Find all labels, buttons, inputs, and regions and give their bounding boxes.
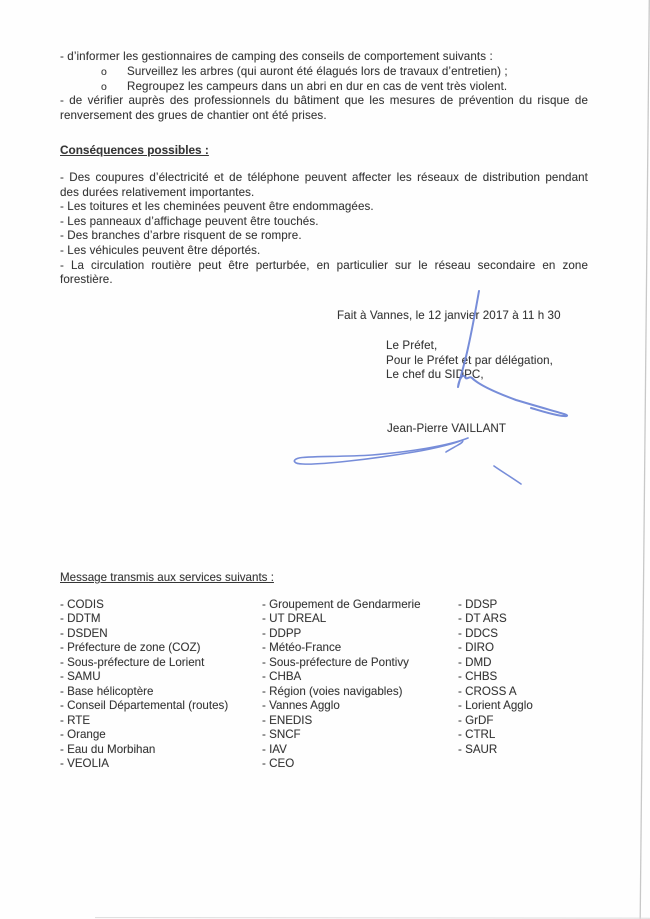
- service-item: - Orange: [60, 728, 106, 742]
- service-item: - Groupement de Gendarmerie: [262, 598, 421, 611]
- consequence-line: des durées relativement importantes.: [60, 185, 255, 199]
- service-item: - Lorient Agglo: [458, 699, 533, 713]
- distribution-heading: Message transmis aux services suivants :: [60, 571, 274, 584]
- consequence-line: forestière.: [60, 273, 113, 287]
- consequence-line: - Les véhicules peuvent être déportés.: [60, 243, 261, 257]
- circle-bullet-icon: o: [101, 65, 107, 78]
- service-item: - DSDEN: [60, 626, 108, 640]
- services-column-2: [262, 598, 457, 771]
- intro-bullet-item: [60, 80, 588, 95]
- consequence-line: - Des branches d’arbre risquent de se rompre.: [60, 229, 302, 243]
- service-item: - Eau du Morbihan: [60, 742, 156, 756]
- consequence-line: - La circulation routière peut être perturbée, en particulier sur le réseau secondaire en zone: [60, 258, 588, 272]
- service-item: - CHBA: [262, 670, 302, 684]
- consequences-paragraph: [60, 171, 588, 288]
- service-item: - SAUR: [458, 742, 498, 756]
- consequence-line: - Les panneaux d’affichage peuvent être touchés.: [60, 214, 319, 228]
- signatory-title-line: Pour le Préfet et par délégation,: [386, 353, 554, 367]
- intro-bullet-text: Regroupez les campeurs dans un abri en dur en cas de vent très violent.: [127, 79, 508, 93]
- service-item: - Préfecture de zone (COZ): [60, 641, 201, 655]
- service-item: - UT DREAL: [262, 612, 327, 626]
- service-item: - CROSS A: [458, 684, 517, 698]
- service-item: - ENEDIS: [262, 713, 313, 727]
- place-date-line: Fait à Vannes, le 12 janvier 2017 à 11 h 30: [337, 309, 561, 322]
- service-item: - CHBS: [458, 670, 498, 684]
- service-item: - SNCF: [262, 728, 301, 742]
- signatory-title-line: Le Préfet,: [386, 339, 438, 352]
- service-item: - Base hélicoptère: [60, 684, 154, 698]
- service-item: - Météo-France: [262, 641, 342, 655]
- service-item: - SAMU: [60, 670, 101, 684]
- service-item: - DDCS: [458, 626, 498, 640]
- circle-bullet-icon: o: [101, 80, 107, 93]
- intro-bullet-item: [60, 65, 588, 80]
- service-item: - Vannes Agglo: [262, 699, 340, 713]
- service-item: - RTE: [60, 713, 91, 727]
- service-item: - Sous-préfecture de Lorient: [60, 655, 205, 669]
- intro-line: renversement des grues de chantier ont été prises.: [60, 109, 327, 123]
- service-item: - VEOLIA: [60, 756, 109, 770]
- service-item: - DDTM: [60, 612, 101, 626]
- consequence-line: - Des coupures d’électricité et de téléphone peuvent affecter les réseaux de distribution pendant: [60, 171, 588, 184]
- service-item: - Région (voies navigables): [262, 684, 403, 698]
- service-item: - GrDF: [458, 713, 494, 727]
- intro-line: - de vérifier auprès des professionnels du bâtiment que les mesures de prévention du risque de: [60, 94, 588, 108]
- consequence-line: - Les toitures et les cheminées peuvent être endommagées.: [60, 200, 374, 214]
- service-item: - DDPP: [262, 626, 302, 640]
- service-item: - CEO: [262, 756, 295, 770]
- service-item: - Sous-préfecture de Pontivy: [262, 655, 409, 669]
- signatory-title-line: Le chef du SIDPC,: [386, 368, 484, 382]
- consequences-heading: Conséquences possibles :: [60, 143, 209, 157]
- service-item: - CTRL: [458, 728, 496, 742]
- service-item: - DDSP: [458, 598, 498, 611]
- intro-bullet-text: Surveillez les arbres (qui auront été élagués lors de travaux d’entretien) ;: [127, 64, 508, 78]
- intro-paragraph: [60, 50, 588, 124]
- signatory-title-block: [386, 339, 553, 383]
- services-column-3: [458, 598, 588, 757]
- service-item: - CODIS: [60, 598, 104, 611]
- service-item: - DMD: [458, 655, 492, 669]
- service-item: - DIRO: [458, 641, 495, 655]
- intro-line: - d’informer les gestionnaires de camping des conseils de comportement suivants :: [60, 50, 493, 63]
- signatory-name: Jean-Pierre VAILLANT: [387, 422, 507, 435]
- service-item: - DT ARS: [458, 612, 507, 626]
- service-item: - Conseil Départemental (routes): [60, 699, 229, 713]
- services-column-1: [60, 598, 260, 771]
- service-item: - IAV: [262, 742, 287, 756]
